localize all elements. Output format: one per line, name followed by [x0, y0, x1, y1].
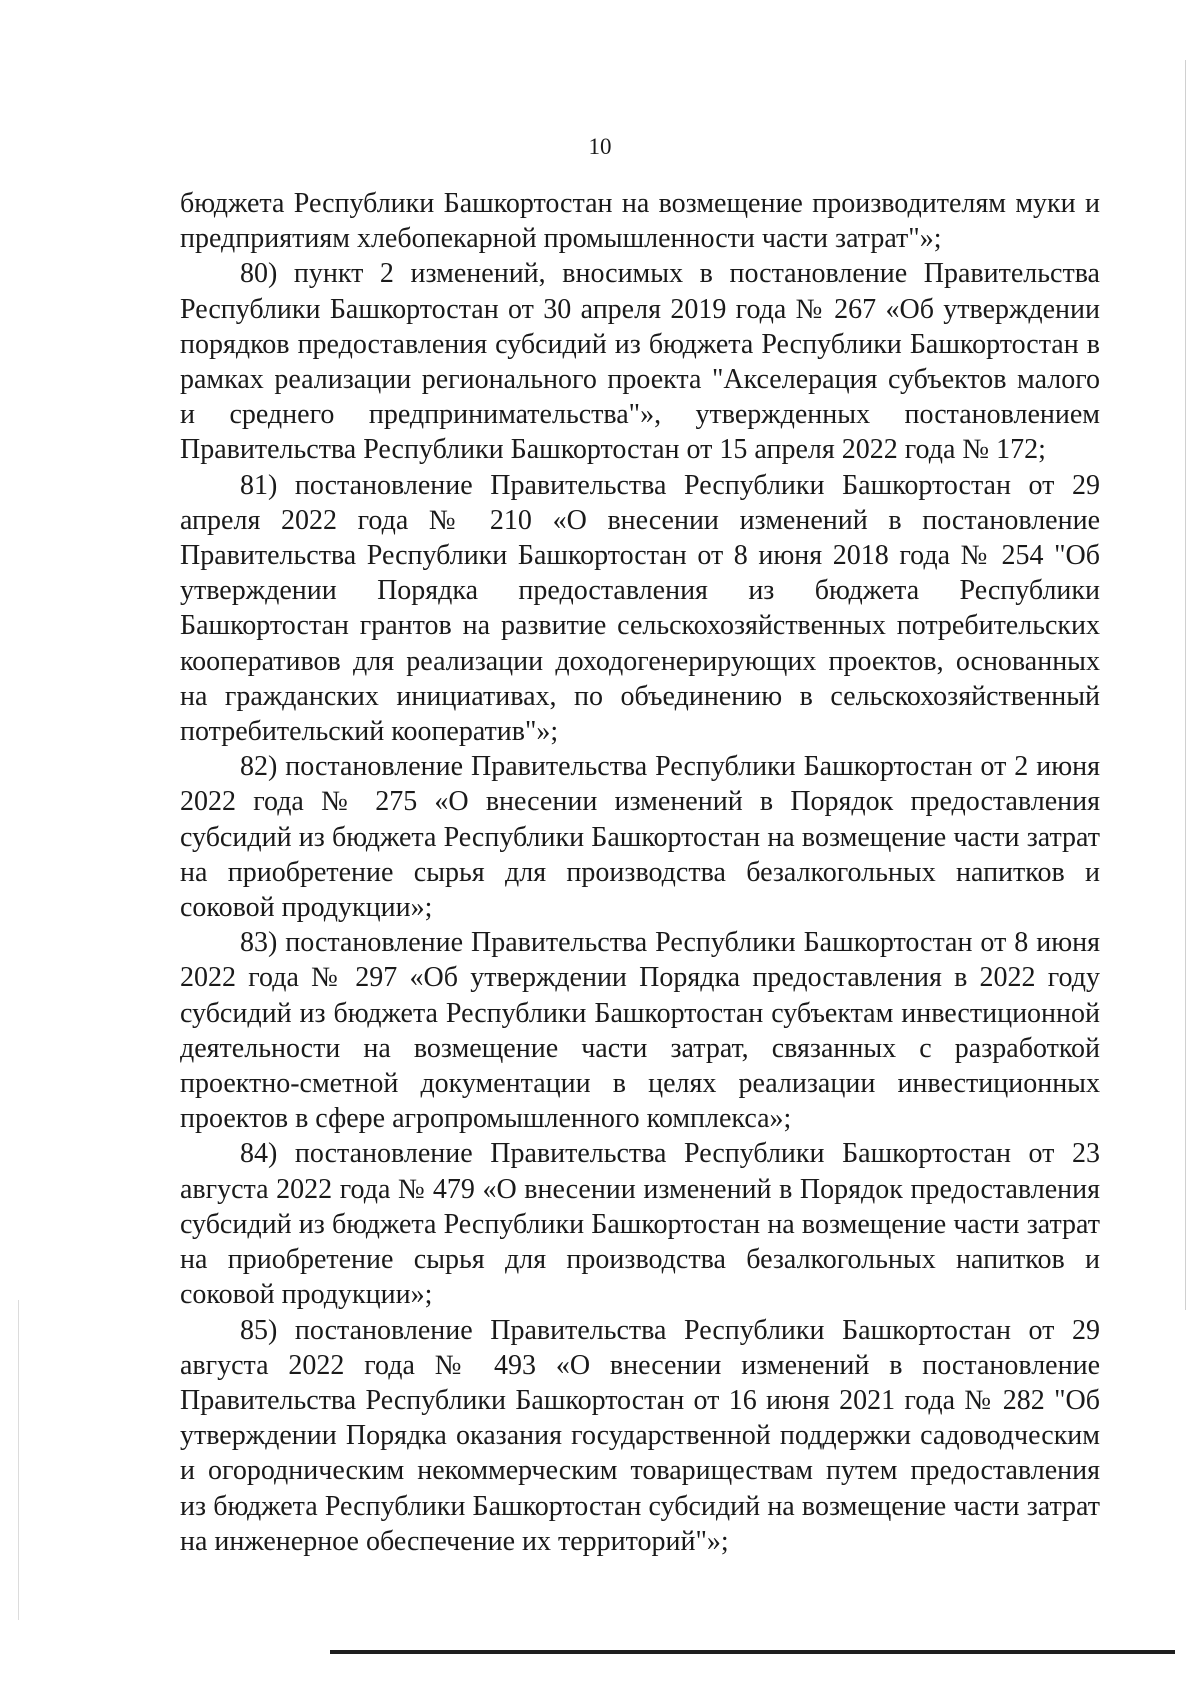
- list-item-83: 83) постановление Правительства Республики Башкортостан от 8 июня 2022 года № 297 «Об утверждении Порядка предоставления в 2022 году субсидий из бюджета Республики Башкортостан субъектам инвестиционной деятельности на возмещение части затрат, связанных с разработкой проектно-сметной документации в целях реализации инвестиционных проектов в сфере агропромышленного комплекса»;: [180, 927, 1100, 1135]
- list-item-82: 82) постановление Правительства Республики Башкортостан от 2 июня 2022 года № 275 «О внесении изменений в Порядок предоставления субсидий из бюджета Республики Башкортостан на возмещение части затрат на приобретение сырья для производства безалкогольных напитков и соковой продукции»;: [180, 751, 1100, 924]
- list-item-81: 81) постановление Правительства Республики Башкортостан от 29 апреля 2022 года № 210 «О внесении изменений в постановление Правительства Республики Башкортостан от 8 июня 2018 года № 254 "Об утверждении Порядка предоставления из бюджета Республики Башкортостан грантов на развитие сельскохозяйственных потребительских кооперативов для реализации доходогенерирующих проектов, основанных на гражданских инициативах, по объединению в сельскохозяйственный потребительский кооператив"»;: [180, 469, 1100, 748]
- list-item-84: 84) постановление Правительства Республики Башкортостан от 23 августа 2022 года № 479 «О внесении изменений в Порядок предоставления субсидий из бюджета Республики Башкортостан на возмещение части затрат на приобретение сырья для производства безалкогольных напитков и соковой продукции»;: [180, 1138, 1100, 1311]
- list-item-85: 85) постановление Правительства Республики Башкортостан от 29 августа 2022 года № 493 «О внесении изменений в постановление Правительства Республики Башкортостан от 16 июня 2021 года № 282 "Об утверждении Порядка оказания государственной поддержки садоводческим и огородническим некоммерческим товариществам путем предоставления из бюджета Республики Башкортостан субсидий на возмещение части затрат на инженерное обеспечение их территорий"»;: [180, 1314, 1100, 1557]
- page-number: 10: [588, 134, 612, 159]
- paragraph-continuation: бюджета Республики Башкортостан на возмещение производителям муки и предприятиям хлебопекарной промышленности части затрат"»;: [180, 188, 1100, 255]
- scan-edge-left: [18, 1300, 19, 1620]
- scan-edge-right: [1185, 60, 1186, 1310]
- document-body: [180, 186, 1100, 1559]
- scan-edge-bottom: [330, 1650, 1175, 1654]
- list-item-80: 80) пункт 2 изменений, вносимых в постановление Правительства Республики Башкортостан от 30 апреля 2019 года № 267 «Об утверждении порядков предоставления субсидий из бюджета Республики Башкортостан в рамках реализации регионального проекта "Акселерация субъектов малого и среднего предпринимательства"», утвержденных постановлением Правительства Республики Башкортостан от 15 апреля 2022 года № 172;: [180, 258, 1100, 466]
